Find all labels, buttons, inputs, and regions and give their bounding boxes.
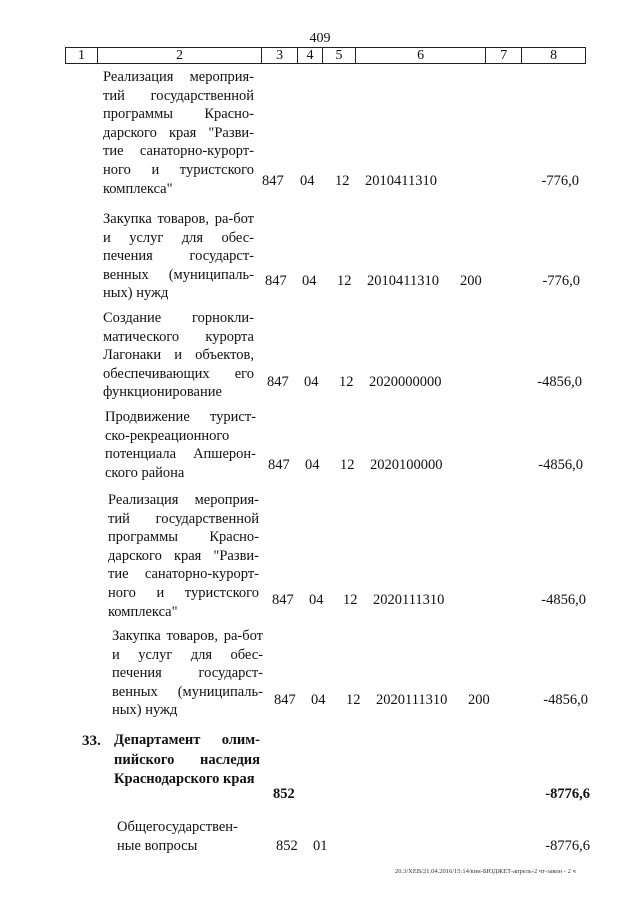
row-col6: 2020111310 bbox=[373, 592, 445, 608]
row-col5: 12 bbox=[340, 457, 355, 473]
page-number: 409 bbox=[309, 31, 331, 46]
row-col4: 04 bbox=[311, 692, 326, 708]
section-col3: 852 bbox=[273, 786, 295, 802]
row-col3: 847 bbox=[272, 592, 294, 608]
row-col5: 12 bbox=[339, 374, 354, 390]
row-col4: 04 bbox=[309, 592, 324, 608]
row-col3: 847 bbox=[262, 173, 284, 189]
footer-note: 20.3/ХЕВ/21.04.2016/15:14/кни-БЮДЖЕТ-апрель-2 чт-закон - 2 ч bbox=[395, 868, 576, 875]
row-col6: 2020100000 bbox=[370, 457, 443, 473]
row-col8: -4856,0 bbox=[543, 692, 588, 708]
row-col3: 847 bbox=[267, 374, 289, 390]
row-col8: -4856,0 bbox=[541, 592, 586, 608]
row-col4: 04 bbox=[302, 273, 317, 289]
row-col6: 2010411310 bbox=[365, 173, 437, 189]
column-header-2: 2 bbox=[98, 48, 262, 63]
row-description: Реализация мероприя-тий государственной программы Красно-дарского края "Разви-тие санаторно-курорт-ного и туристского комплекса" bbox=[108, 492, 259, 620]
column-header-row bbox=[65, 47, 586, 64]
row-col8: -4856,0 bbox=[538, 457, 583, 473]
row-col5: 12 bbox=[343, 592, 358, 608]
row-col8: -776,0 bbox=[542, 273, 580, 289]
row-col8: -8776,6 bbox=[545, 838, 590, 854]
column-header-7: 7 bbox=[486, 48, 522, 63]
row-col7: 200 bbox=[468, 692, 490, 708]
row-description: Создание горнокли-матического курорта Лагонаки и объектов, обеспечивающих его функционирование bbox=[103, 310, 254, 401]
row-description: Реализация мероприя-тий государственной программы Красно-дарского края "Разви-тие санаторно-курорт-ного и туристского комплекса" bbox=[103, 69, 254, 197]
column-header-5: 5 bbox=[323, 48, 356, 63]
row-col3: 847 bbox=[265, 273, 287, 289]
section-title: Департамент олим-пийского наследия Краснодарского края bbox=[114, 732, 260, 787]
row-col3: 847 bbox=[268, 457, 290, 473]
column-header-8: 8 bbox=[550, 48, 558, 63]
row-col8: -4856,0 bbox=[537, 374, 582, 390]
row-col8: -776,0 bbox=[541, 173, 579, 189]
row-col5: 12 bbox=[337, 273, 352, 289]
row-col4: 01 bbox=[313, 838, 328, 854]
row-col4: 04 bbox=[305, 457, 320, 473]
column-header-4: 4 bbox=[298, 48, 323, 63]
section-number: 33. bbox=[82, 733, 101, 749]
row-description: Закупка товаров, ра-бот и услуг для обес-печения государст-венных (муниципаль-ных) нужд bbox=[112, 628, 263, 719]
row-col6: 2010411310 bbox=[367, 273, 439, 289]
column-header-1: 1 bbox=[66, 48, 98, 63]
column-header-6: 6 bbox=[356, 48, 487, 63]
row-col7: 200 bbox=[460, 273, 482, 289]
section-col8: -8776,6 bbox=[545, 786, 590, 802]
column-header-3: 3 bbox=[262, 48, 298, 63]
row-col3: 852 bbox=[276, 838, 298, 854]
row-description: Продвижение турист-ско-рекреационного потенциала Апшерон-ского района bbox=[105, 409, 256, 481]
row-col4: 04 bbox=[304, 374, 319, 390]
row-col4: 04 bbox=[300, 173, 315, 189]
row-description: Закупка товаров, ра-бот и услуг для обес-печения государст-венных (муниципаль-ных) нужд bbox=[103, 211, 254, 302]
row-col6: 2020111310 bbox=[376, 692, 448, 708]
row-col5: 12 bbox=[335, 173, 350, 189]
row-col3: 847 bbox=[274, 692, 296, 708]
row-description: Общегосударствен-ные вопросы bbox=[117, 819, 238, 854]
row-col5: 12 bbox=[346, 692, 361, 708]
row-col6: 2020000000 bbox=[369, 374, 442, 390]
